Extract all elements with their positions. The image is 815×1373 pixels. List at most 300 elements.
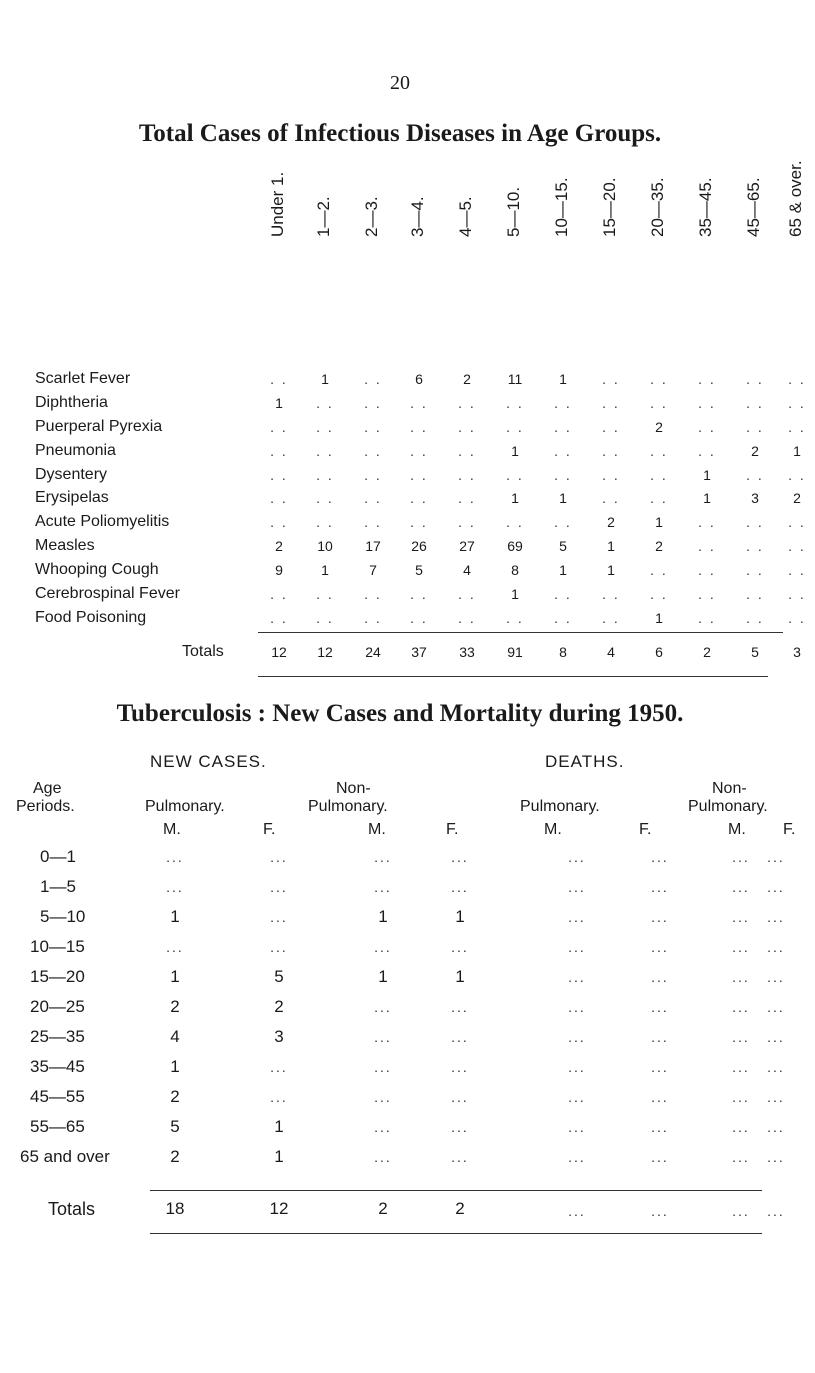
case-count-cell: . .: [316, 395, 334, 411]
case-count-cell: 1: [703, 467, 711, 483]
case-count-cell: . .: [506, 610, 524, 626]
total-cell: 37: [411, 644, 427, 660]
tb-count-cell: ...: [732, 1149, 750, 1165]
case-count-cell: 1: [511, 490, 519, 506]
male-subheader: M.: [728, 821, 746, 838]
female-subheader: F.: [263, 821, 276, 838]
case-count-cell: . .: [316, 443, 334, 459]
tb-count-cell: ...: [374, 999, 392, 1015]
case-count-cell: . .: [698, 395, 716, 411]
tb-count-cell: ...: [451, 999, 469, 1015]
tb-count-cell: ...: [767, 879, 785, 895]
disease-label: Food Poisoning: [35, 609, 147, 626]
case-count-cell: 9: [275, 562, 283, 578]
tb-count-cell: ...: [374, 1119, 392, 1135]
new-cases-heading: NEW CASES.: [150, 752, 267, 771]
deaths-pulmonary-header: Pulmonary.: [520, 798, 600, 815]
tb-count-cell: 1: [170, 1057, 180, 1076]
tb-count-cell: ...: [651, 1149, 669, 1165]
case-count-cell: . .: [410, 586, 428, 602]
case-count-cell: . .: [650, 490, 668, 506]
case-count-cell: 10: [317, 538, 333, 554]
case-count-cell: . .: [364, 443, 382, 459]
case-count-cell: . .: [788, 514, 806, 530]
case-count-cell: . .: [410, 490, 428, 506]
case-count-cell: . .: [506, 419, 524, 435]
case-count-cell: . .: [270, 490, 288, 506]
disease-label: Pneumonia: [35, 442, 116, 459]
tb-count-cell: ...: [451, 1149, 469, 1165]
case-count-cell: . .: [698, 610, 716, 626]
case-count-cell: . .: [746, 395, 764, 411]
bottom-rule: [258, 676, 768, 677]
total-cell: 12: [271, 644, 287, 660]
tb-count-cell: ...: [451, 849, 469, 865]
case-count-cell: . .: [698, 538, 716, 554]
deaths-heading: DEATHS.: [545, 752, 625, 771]
tb-count-cell: 2: [274, 997, 284, 1016]
total-cell: 24: [365, 644, 381, 660]
case-count-cell: . .: [788, 467, 806, 483]
case-count-cell: . .: [410, 467, 428, 483]
case-count-cell: . .: [602, 490, 620, 506]
case-count-cell: 1: [321, 371, 329, 387]
case-count-cell: . .: [270, 514, 288, 530]
case-count-cell: 1: [793, 443, 801, 459]
case-count-cell: . .: [270, 443, 288, 459]
age-group-header: 65 & over.: [786, 160, 805, 237]
tb-count-cell: ...: [568, 999, 586, 1015]
tb-count-cell: ...: [568, 909, 586, 925]
infectious-diseases-title: Total Cases of Infectious Diseases in Age Groups.: [138, 120, 662, 147]
tb-count-cell: ...: [451, 1089, 469, 1105]
tb-count-cell: 2: [170, 997, 180, 1016]
tb-count-cell: ...: [374, 1089, 392, 1105]
new-non-pulmonary-header: Pulmonary.: [308, 798, 388, 815]
case-count-cell: . .: [458, 610, 476, 626]
tb-count-cell: ...: [451, 1119, 469, 1135]
case-count-cell: . .: [650, 586, 668, 602]
case-count-cell: . .: [746, 371, 764, 387]
tb-count-cell: ...: [270, 1089, 288, 1105]
tb-count-cell: ...: [451, 879, 469, 895]
tb-count-cell: ...: [651, 1059, 669, 1075]
tb-count-cell: ...: [451, 1029, 469, 1045]
disease-label: Diphtheria: [35, 394, 108, 411]
disease-label: Puerperal Pyrexia: [35, 418, 163, 435]
case-count-cell: 1: [511, 586, 519, 602]
age-group-header: 10—15.: [552, 177, 571, 237]
tb-count-cell: ...: [651, 909, 669, 925]
case-count-cell: 2: [275, 538, 283, 554]
case-count-cell: 1: [655, 514, 663, 530]
tb-count-cell: ...: [651, 879, 669, 895]
tb-count-cell: ...: [166, 879, 184, 895]
case-count-cell: . .: [602, 371, 620, 387]
case-count-cell: 1: [511, 443, 519, 459]
case-count-cell: . .: [554, 586, 572, 602]
case-count-cell: . .: [364, 586, 382, 602]
case-count-cell: . .: [698, 443, 716, 459]
tb-total-cell: ...: [568, 1203, 586, 1219]
case-count-cell: . .: [698, 586, 716, 602]
tb-count-cell: 3: [274, 1027, 284, 1046]
age-group-header: 1—2.: [314, 196, 333, 237]
case-count-cell: . .: [316, 490, 334, 506]
tb-count-cell: ...: [732, 1059, 750, 1075]
case-count-cell: 2: [793, 490, 801, 506]
case-count-cell: 27: [459, 538, 475, 554]
tb-count-cell: 1: [170, 967, 180, 986]
disease-label: Whooping Cough: [35, 561, 159, 578]
case-count-cell: . .: [650, 467, 668, 483]
case-count-cell: . .: [788, 610, 806, 626]
tb-count-cell: ...: [651, 849, 669, 865]
tuberculosis-title: Tuberculosis : New Cases and Mortality during 1950.: [116, 700, 684, 727]
case-count-cell: . .: [410, 514, 428, 530]
case-count-cell: 4: [463, 562, 471, 578]
case-count-cell: . .: [602, 586, 620, 602]
tb-count-cell: ...: [270, 849, 288, 865]
case-count-cell: . .: [270, 419, 288, 435]
case-count-cell: . .: [270, 610, 288, 626]
tb-count-cell: ...: [732, 939, 750, 955]
female-subheader: F.: [639, 821, 652, 838]
tb-count-cell: 5: [274, 967, 284, 986]
totals-label: Totals: [182, 643, 224, 660]
case-count-cell: . .: [364, 490, 382, 506]
age-period-label: 20—25: [30, 997, 85, 1016]
tb-count-cell: ...: [651, 939, 669, 955]
case-count-cell: 1: [559, 562, 567, 578]
case-count-cell: . .: [554, 467, 572, 483]
case-count-cell: 5: [415, 562, 423, 578]
tb-count-cell: ...: [568, 1059, 586, 1075]
case-count-cell: 2: [463, 371, 471, 387]
tb-count-cell: 4: [170, 1027, 180, 1046]
total-cell: 4: [607, 644, 615, 660]
case-count-cell: . .: [698, 562, 716, 578]
case-count-cell: . .: [746, 538, 764, 554]
tb-count-cell: ...: [374, 879, 392, 895]
case-count-cell: . .: [746, 610, 764, 626]
case-count-cell: . .: [364, 514, 382, 530]
tb-count-cell: 1: [455, 967, 465, 986]
tb-total-cell: ...: [732, 1203, 750, 1219]
age-period-label: 15—20: [30, 967, 85, 986]
tb-count-cell: ...: [767, 939, 785, 955]
tb-count-cell: ...: [568, 879, 586, 895]
case-count-cell: . .: [602, 467, 620, 483]
tb-count-cell: ...: [374, 1149, 392, 1165]
age-period-label: 65 and over: [20, 1147, 110, 1166]
tb-count-cell: 5: [170, 1117, 180, 1136]
case-count-cell: . .: [746, 514, 764, 530]
case-count-cell: . .: [650, 443, 668, 459]
age-group-header: 5—10.: [504, 186, 523, 237]
age-period-label: 10—15: [30, 937, 85, 956]
case-count-cell: . .: [506, 395, 524, 411]
case-count-cell: 2: [655, 538, 663, 554]
case-count-cell: . .: [698, 514, 716, 530]
case-count-cell: . .: [554, 419, 572, 435]
age-header: Age: [33, 780, 62, 797]
age-period-label: 5—10: [40, 907, 86, 926]
deaths-non-header: Non-: [712, 780, 747, 797]
totals-label: Totals: [48, 1199, 96, 1219]
tb-count-cell: 1: [378, 907, 388, 926]
tb-count-cell: ...: [767, 1059, 785, 1075]
age-group-header: 35—45.: [696, 177, 715, 237]
age-group-header: 4—5.: [456, 196, 475, 237]
case-count-cell: . .: [316, 467, 334, 483]
age-group-header: 15—20.: [600, 177, 619, 237]
tb-count-cell: ...: [732, 969, 750, 985]
case-count-cell: 69: [507, 538, 523, 554]
tb-count-cell: 2: [170, 1147, 180, 1166]
case-count-cell: . .: [698, 371, 716, 387]
case-count-cell: . .: [506, 467, 524, 483]
case-count-cell: 11: [507, 371, 523, 387]
case-count-cell: . .: [316, 419, 334, 435]
tb-count-cell: ...: [651, 1089, 669, 1105]
case-count-cell: . .: [554, 514, 572, 530]
case-count-cell: . .: [458, 419, 476, 435]
tb-count-cell: ...: [651, 1029, 669, 1045]
case-count-cell: . .: [458, 514, 476, 530]
case-count-cell: . .: [316, 610, 334, 626]
case-count-cell: . .: [746, 467, 764, 483]
case-count-cell: 6: [415, 371, 423, 387]
case-count-cell: . .: [458, 395, 476, 411]
age-group-header: 2—3.: [362, 196, 381, 237]
case-count-cell: . .: [458, 490, 476, 506]
case-count-cell: . .: [788, 586, 806, 602]
case-count-cell: . .: [746, 586, 764, 602]
age-group-header: 45—65.: [744, 177, 763, 237]
case-count-cell: . .: [602, 443, 620, 459]
case-count-cell: . .: [788, 371, 806, 387]
age-period-label: 55—65: [30, 1117, 85, 1136]
tb-count-cell: ...: [568, 939, 586, 955]
tb-count-cell: ...: [732, 1119, 750, 1135]
tb-count-cell: ...: [374, 1059, 392, 1075]
total-cell: 3: [793, 644, 801, 660]
case-count-cell: . .: [364, 467, 382, 483]
case-count-cell: . .: [410, 443, 428, 459]
case-count-cell: . .: [458, 586, 476, 602]
male-subheader: M.: [163, 821, 181, 838]
case-count-cell: 1: [559, 371, 567, 387]
case-count-cell: . .: [270, 371, 288, 387]
tb-count-cell: ...: [166, 939, 184, 955]
case-count-cell: . .: [410, 395, 428, 411]
tb-count-cell: ...: [767, 999, 785, 1015]
new-non-header: Non-: [336, 780, 371, 797]
case-count-cell: . .: [698, 419, 716, 435]
tb-count-cell: ...: [568, 1089, 586, 1105]
tb-count-cell: ...: [374, 939, 392, 955]
case-count-cell: . .: [410, 610, 428, 626]
case-count-cell: . .: [650, 562, 668, 578]
tb-total-cell: 18: [165, 1199, 185, 1218]
case-count-cell: 17: [365, 538, 381, 554]
age-period-label: 35—45: [30, 1057, 85, 1076]
tb-count-cell: ...: [270, 909, 288, 925]
case-count-cell: 1: [559, 490, 567, 506]
tb-count-cell: ...: [568, 969, 586, 985]
tb-count-cell: ...: [767, 1119, 785, 1135]
bottom-rule: [150, 1233, 762, 1234]
case-count-cell: . .: [364, 395, 382, 411]
tb-count-cell: ...: [651, 1119, 669, 1135]
case-count-cell: . .: [602, 610, 620, 626]
tb-count-cell: ...: [270, 879, 288, 895]
tb-count-cell: ...: [767, 969, 785, 985]
case-count-cell: 5: [559, 538, 567, 554]
tb-total-cell: 2: [455, 1199, 465, 1218]
tb-count-cell: ...: [568, 849, 586, 865]
case-count-cell: 1: [655, 610, 663, 626]
case-count-cell: 1: [607, 562, 615, 578]
age-group-header: 3—4.: [408, 196, 427, 237]
tb-count-cell: ...: [451, 1059, 469, 1075]
female-subheader: F.: [783, 821, 796, 838]
tb-count-cell: ...: [732, 849, 750, 865]
case-count-cell: . .: [788, 395, 806, 411]
total-cell: 6: [655, 644, 663, 660]
case-count-cell: 3: [751, 490, 759, 506]
case-count-cell: . .: [270, 586, 288, 602]
case-count-cell: . .: [554, 610, 572, 626]
case-count-cell: . .: [458, 443, 476, 459]
tb-count-cell: ...: [732, 909, 750, 925]
case-count-cell: . .: [458, 467, 476, 483]
tb-count-cell: ...: [568, 1149, 586, 1165]
tb-count-cell: ...: [374, 849, 392, 865]
tb-count-cell: ...: [767, 1089, 785, 1105]
case-count-cell: . .: [316, 586, 334, 602]
case-count-cell: . .: [364, 371, 382, 387]
totals-rule: [150, 1190, 762, 1191]
tb-count-cell: 1: [170, 907, 180, 926]
age-group-header: Under 1.: [268, 171, 287, 237]
case-count-cell: . .: [602, 419, 620, 435]
tb-count-cell: 1: [274, 1117, 284, 1136]
male-subheader: M.: [544, 821, 562, 838]
total-cell: 12: [317, 644, 333, 660]
tb-count-cell: ...: [270, 1059, 288, 1075]
disease-label: Scarlet Fever: [35, 370, 131, 387]
tb-count-cell: ...: [166, 849, 184, 865]
tb-count-cell: ...: [568, 1119, 586, 1135]
tb-count-cell: 1: [455, 907, 465, 926]
case-count-cell: . .: [602, 395, 620, 411]
case-count-cell: . .: [788, 562, 806, 578]
case-count-cell: 1: [275, 395, 283, 411]
tb-count-cell: ...: [767, 1029, 785, 1045]
page-number: 20: [390, 72, 410, 94]
case-count-cell: . .: [650, 371, 668, 387]
case-count-cell: 1: [703, 490, 711, 506]
case-count-cell: 2: [751, 443, 759, 459]
total-cell: 91: [507, 644, 523, 660]
age-period-label: 0—1: [40, 847, 76, 866]
case-count-cell: 1: [607, 538, 615, 554]
tb-count-cell: ...: [732, 1029, 750, 1045]
female-subheader: F.: [446, 821, 459, 838]
disease-label: Erysipelas: [35, 489, 109, 506]
case-count-cell: . .: [270, 467, 288, 483]
periods-header: Periods.: [16, 798, 75, 815]
deaths-non-pulmonary-header: Pulmonary.: [688, 798, 768, 815]
disease-label: Acute Poliomyelitis: [35, 513, 170, 530]
case-count-cell: . .: [316, 514, 334, 530]
case-count-cell: . .: [746, 562, 764, 578]
case-count-cell: . .: [506, 514, 524, 530]
tb-count-cell: ...: [270, 939, 288, 955]
case-count-cell: 1: [321, 562, 329, 578]
tb-count-cell: ...: [732, 879, 750, 895]
age-group-header: 20—35.: [648, 177, 667, 237]
case-count-cell: . .: [788, 419, 806, 435]
age-period-label: 1—5: [40, 877, 76, 896]
age-period-label: 25—35: [30, 1027, 85, 1046]
tb-count-cell: ...: [767, 909, 785, 925]
case-count-cell: . .: [364, 419, 382, 435]
tb-total-cell: 12: [269, 1199, 289, 1218]
case-count-cell: . .: [650, 395, 668, 411]
case-count-cell: . .: [746, 419, 764, 435]
tb-count-cell: ...: [767, 849, 785, 865]
case-count-cell: 7: [369, 562, 377, 578]
case-count-cell: . .: [410, 419, 428, 435]
case-count-cell: 2: [655, 419, 663, 435]
disease-label: Dysentery: [35, 466, 108, 483]
tb-count-cell: ...: [732, 1089, 750, 1105]
tb-count-cell: ...: [767, 1149, 785, 1165]
tb-count-cell: ...: [568, 1029, 586, 1045]
male-subheader: M.: [368, 821, 386, 838]
case-count-cell: . .: [788, 538, 806, 554]
case-count-cell: . .: [554, 395, 572, 411]
age-period-label: 45—55: [30, 1087, 85, 1106]
case-count-cell: 2: [607, 514, 615, 530]
case-count-cell: . .: [364, 610, 382, 626]
disease-label: Cerebrospinal Fever: [35, 585, 180, 602]
case-count-cell: . .: [554, 443, 572, 459]
tb-total-cell: 2: [378, 1199, 388, 1218]
tb-count-cell: 1: [274, 1147, 284, 1166]
total-cell: 5: [751, 644, 759, 660]
tb-count-cell: ...: [451, 939, 469, 955]
tb-total-cell: ...: [651, 1203, 669, 1219]
tb-count-cell: ...: [651, 999, 669, 1015]
total-cell: 33: [459, 644, 475, 660]
tb-total-cell: ...: [767, 1203, 785, 1219]
tb-count-cell: 1: [378, 967, 388, 986]
case-count-cell: 26: [411, 538, 427, 554]
total-cell: 8: [559, 644, 567, 660]
tb-count-cell: ...: [651, 969, 669, 985]
total-cell: 2: [703, 644, 711, 660]
disease-label: Measles: [35, 537, 95, 554]
tb-count-cell: 2: [170, 1087, 180, 1106]
tb-count-cell: ...: [374, 1029, 392, 1045]
tb-count-cell: ...: [732, 999, 750, 1015]
totals-rule: [258, 632, 783, 633]
case-count-cell: 8: [511, 562, 519, 578]
